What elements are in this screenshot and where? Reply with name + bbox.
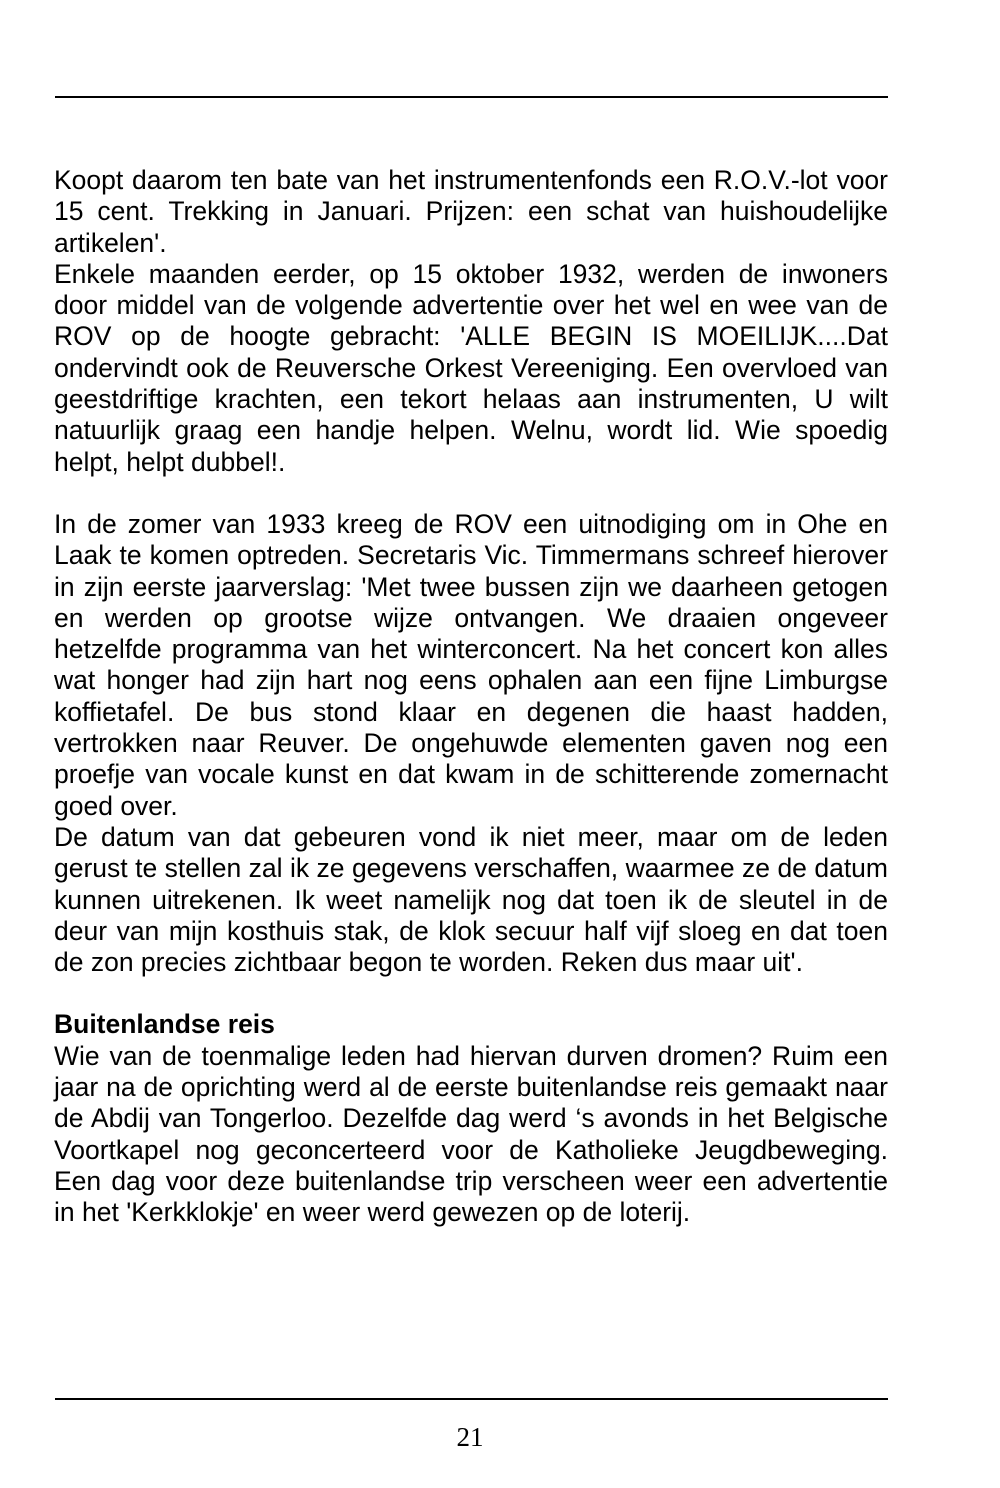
top-rule [55,96,888,98]
page-number: 21 [456,1422,484,1452]
body-paragraph: In de zomer van 1933 kreeg de ROV een uitnodiging om in Ohe en Laak te komen optreden. Secretaris Vic. Timmermans schreef hierover in zijn eerste jaarverslag: 'Met twee bussen zijn we daarheen getogen en werden op grootse wijze ontvangen. We draaien ongeveer hetzelfde programma van het winterconcert. Na het concert kon alles wat honger had zijn hart nog eens ophalen aan een fijne Limburgse koffietafel. De bus stond klaar en degenen die haast hadden, vertrokken naar Reuver. De ongehuwde elementen gaven nog een proefje van vocale kunst en dat kwam in de schitterende zomernacht goed over. [54,508,888,821]
paragraph-gap [54,478,888,509]
bottom-rule [55,1398,888,1400]
body-paragraph: Koopt daarom ten bate van het instrumentenfonds een R.O.V.-lot voor 15 cent. Trekking in Januari. Prijzen: een schat van huishoudelijke artikelen'. [54,165,888,258]
section-heading: Buitenlandse reis [54,1009,275,1040]
page-body [54,165,888,1229]
body-paragraph: De datum van dat gebeuren vond ik niet meer, maar om de leden gerust te stellen zal ik ze gegevens verschaffen, waarmee ze de datum kunnen uitrekenen. Ik weet namelijk nog dat toen ik de sleutel in de deur van mijn kosthuis stak, de klok secuur half vijf sloeg en dat toen de zon precies zichtbaar begon te worden. Reken dus maar uit'. [54,821,888,978]
body-paragraph: Enkele maanden eerder, op 15 oktober 1932, werden de inwoners door middel van de volgende advertentie over het wel en wee van de ROV op de hoogte gebracht: 'ALLE BEGIN IS MOEILIJK....Dat ondervindt ook de Reuversche Orkest Vereeniging. Een overvloed van geestdriftige krachten, een tekort helaas aan instrumenten, U wilt natuurlijk graag een handje helpen. Welnu, wordt lid. Wie spoedig helpt, helpt dubbel!. [54,258,888,477]
paragraph-gap [54,978,888,1009]
body-paragraph: Wie van de toenmalige leden had hiervan durven dromen? Ruim een jaar na de oprichting werd al de eerste buitenlandse reis gemaakt naar de Abdij van Tongerloo. Dezelfde dag werd ‘s avonds in het Belgische Voortkapel nog geconcerteerd voor de Katholieke Jeugdbeweging. Een dag voor deze buitenlandse trip verscheen weer een advertentie in het 'Kerkklokje' en weer werd gewezen op de loterij. [54,1040,888,1228]
